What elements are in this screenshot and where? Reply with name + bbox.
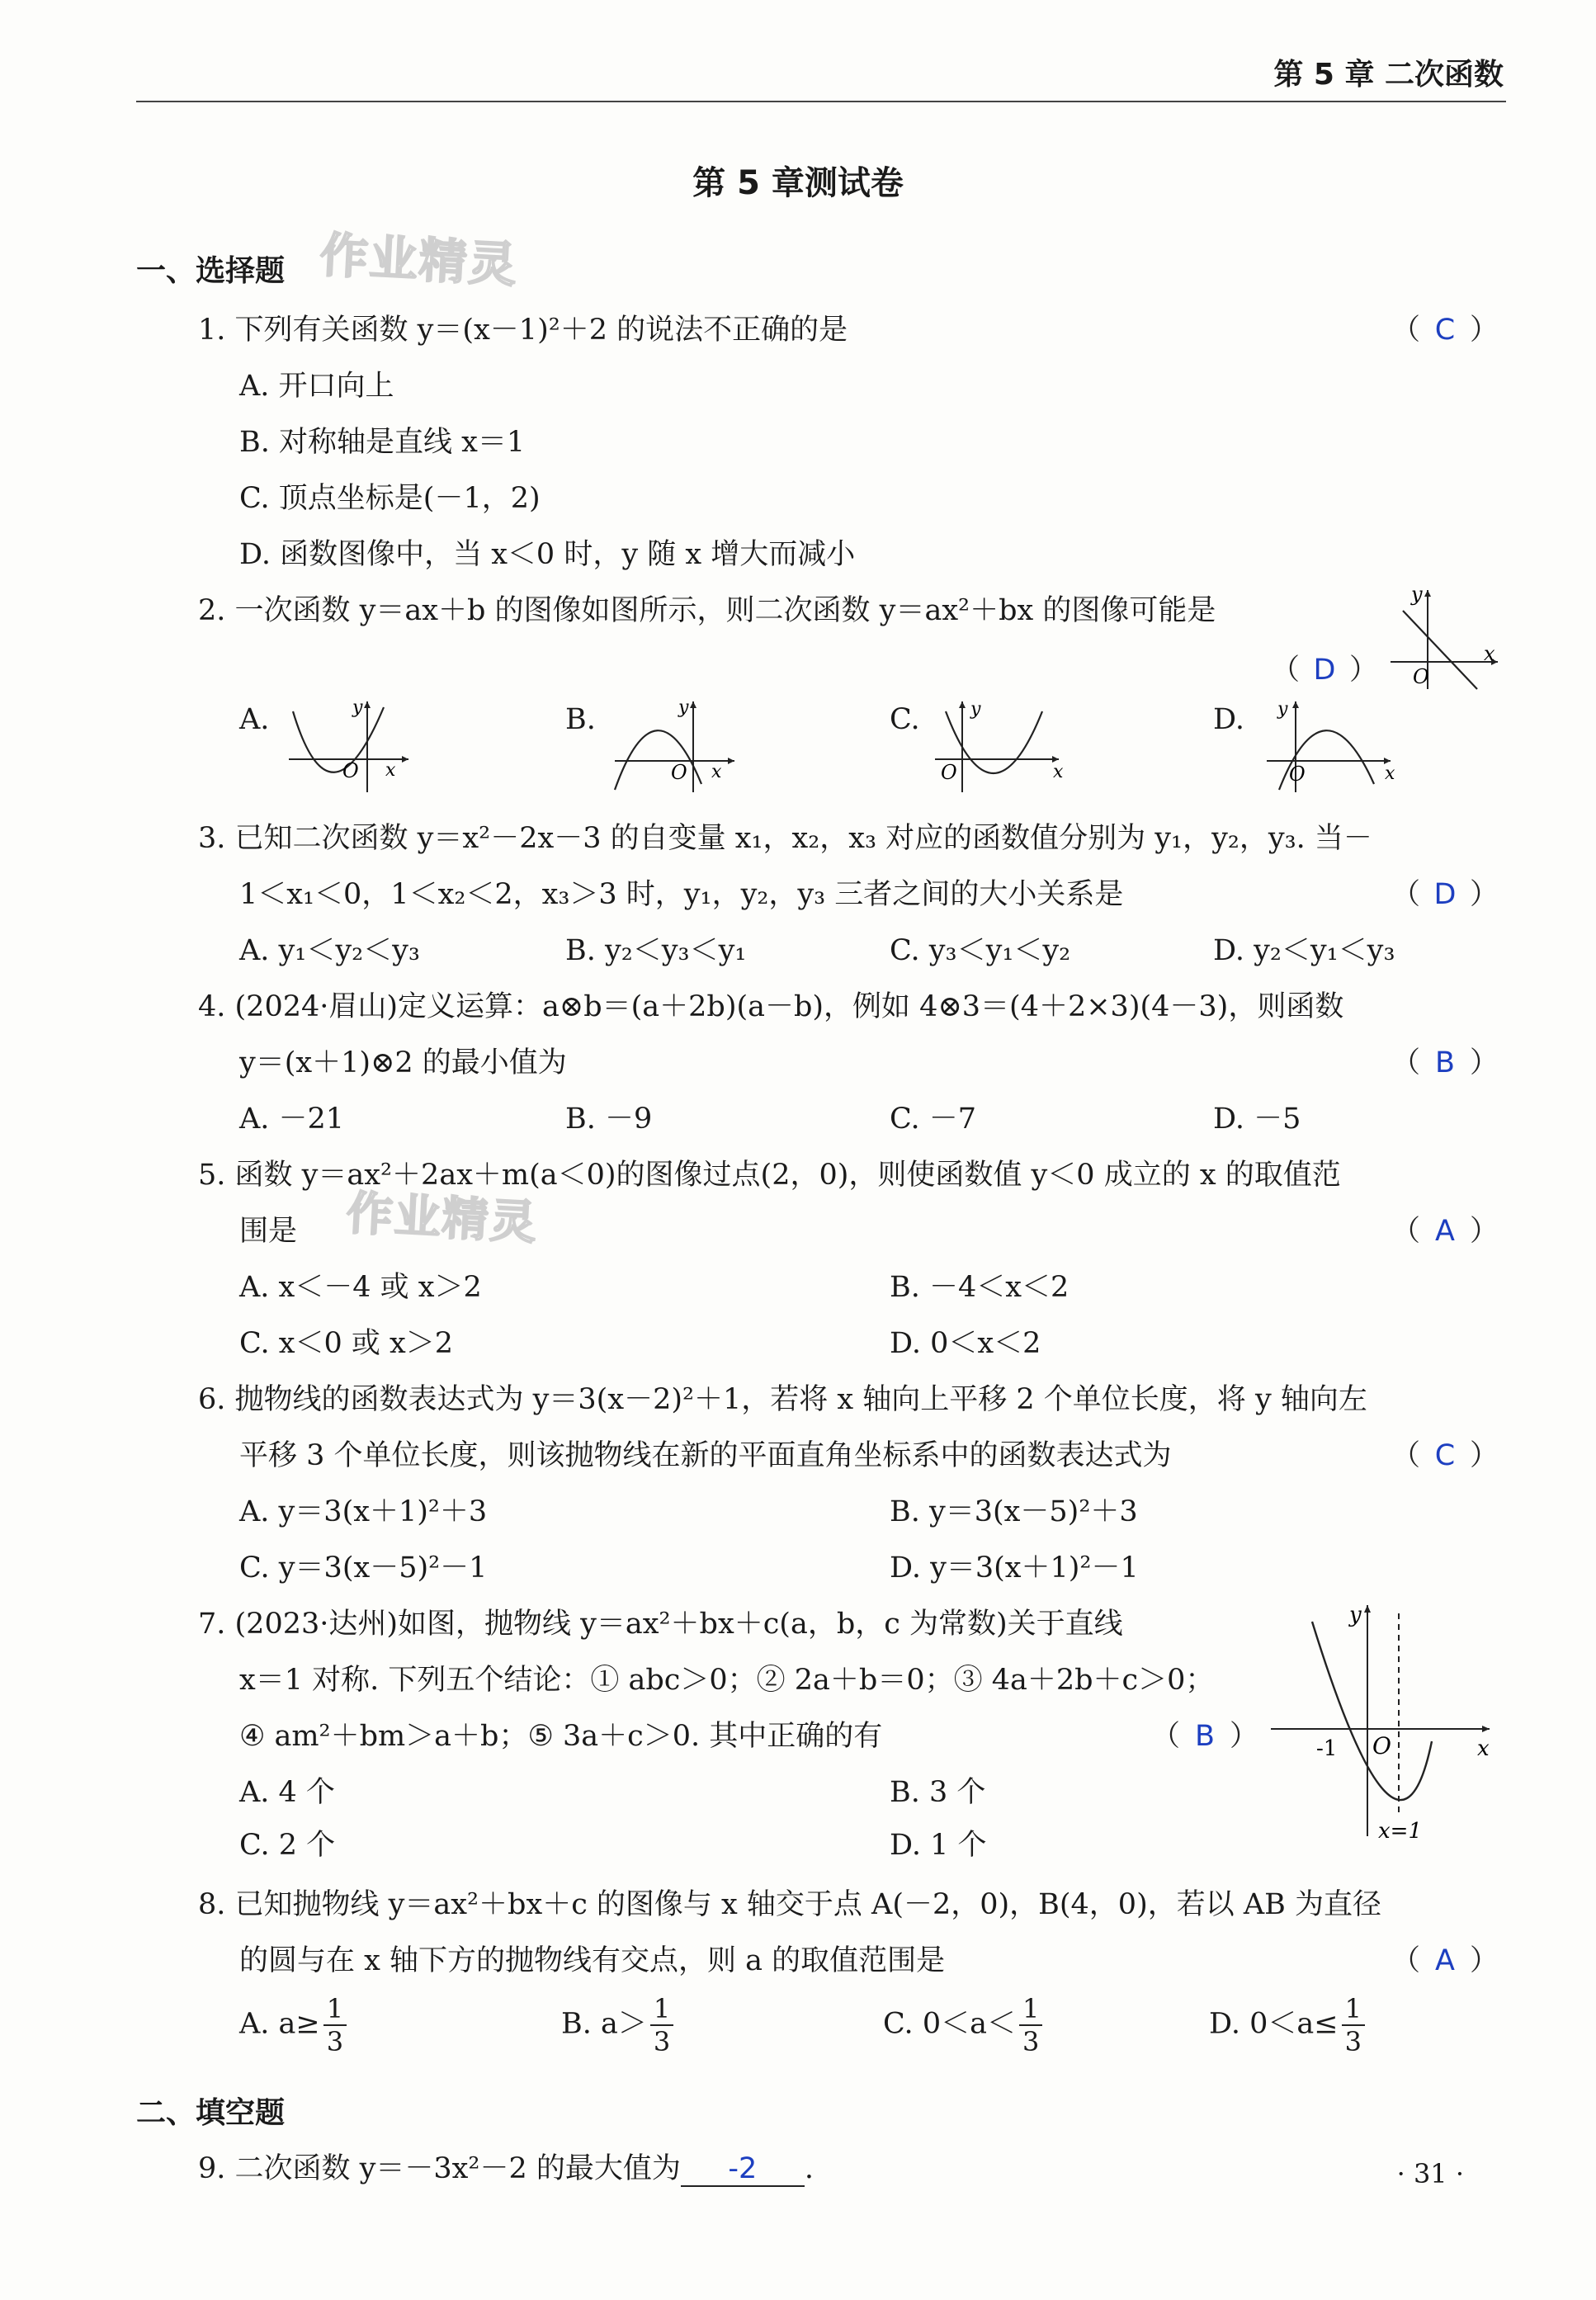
q2c-x: x [1053,762,1064,782]
q8-line1: 8. 已知抛物线 y＝ax²＋bx＋c 的图像与 x 轴交于点 A(－2，0)，B(4，0)，若以 AB 为直径 [198,1888,1381,1921]
q2-stem: 2. 一次函数 y＝ax＋b 的图像如图所示，则二次函数 y＝ax²＋bx 的图像可能是 [198,594,1216,627]
q9-row [198,2146,814,2187]
chapter-header: 第 5 章 二次函数 [1273,58,1504,92]
q3-answer: （ D ） [1391,878,1499,911]
q2b-o: O [671,761,687,784]
q8-option-a: A. a≥ $\frac{1}{3}$ [239,1993,347,2057]
q4-answer: （ B ） [1391,1046,1499,1079]
q2d-o: O [1289,763,1306,786]
q2c-o: O [941,761,957,784]
q4-option-d: D. －5 [1213,1103,1301,1136]
q2-fig-y: y [1411,586,1423,606]
q2-option-a: A. [239,703,270,736]
q2-answer: （ D ） [1271,654,1379,687]
q2-option-d: D. [1213,703,1244,736]
q9-stem: 9. 二次函数 y＝－3x²－2 的最大值为 [198,2152,681,2185]
q2a-x: x [385,760,396,781]
q4-option-c: C. －7 [890,1103,977,1136]
q1-stem: 1. 下列有关函数 y＝(x－1)²＋2 的说法不正确的是 [198,314,848,347]
q6-option-c: C. y＝3(x－5)²－1 [239,1551,488,1584]
q2-line-figure [1386,586,1502,693]
q2b-x: x [711,762,722,782]
q3-line1: 3. 已知二次函数 y＝x²－2x－3 的自变量 x₁，x₂，x₃ 对应的函数值分别为 y₁，y₂，y₃. 当－ [198,822,1372,855]
q2-option-b: B. [565,703,596,736]
q2b-y: y [678,697,689,718]
q7-option-d: D. 1 个 [890,1829,987,1862]
q2d-x: x [1385,763,1395,784]
q7-line2: x＝1 对称. 下列五个结论：① abc＞0；② 2a＋b＝0；③ 4a＋2b＋c＞0； [239,1664,1215,1697]
q6-option-a: A. y＝3(x＋1)²＋3 [239,1495,488,1528]
page-number: · 31 · [1396,2158,1464,2189]
q2-fig-o: O [1413,665,1429,688]
q1-option-c: C. 顶点坐标是(－1，2) [239,482,541,515]
q7-parabola-figure [1267,1597,1498,1844]
q6-answer: （ C ） [1391,1439,1499,1472]
q5-line2: 围是 [239,1215,298,1248]
q7-option-b: B. 3 个 [890,1776,986,1809]
q4-option-b: B. －9 [565,1103,653,1136]
q3-option-d: D. y₂＜y₁＜y₃ [1213,934,1395,967]
q7-fig-y: y [1349,1603,1362,1627]
q2d-y: y [1277,699,1288,720]
q3-line2: 1＜x₁＜0，1＜x₂＜2，x₃＞3 时，y₁，y₂，y₃ 三者之间的大小关系是 [239,878,1124,911]
q7-option-a: A. 4 个 [239,1776,335,1809]
header-rule [136,101,1506,102]
page-title: 第 5 章测试卷 [692,164,904,202]
q7-fig-minus1: -1 [1316,1736,1338,1761]
q5-line1: 5. 函数 y＝ax²＋2ax＋m(a＜0)的图像过点(2，0)，则使函数值 y＜0 成立的 x 的取值范 [198,1159,1341,1192]
q3-option-a: A. y₁＜y₂＜y₃ [239,934,420,967]
q2a-o: O [342,759,359,782]
q5-option-a: A. x＜－4 或 x＞2 [239,1271,482,1304]
q2-graph-b [611,695,743,794]
q2-graph-d [1263,695,1403,794]
q5-option-b: B. －4＜x＜2 [890,1271,1070,1304]
q2-graph-a [285,695,417,794]
q1-option-a: A. 开口向上 [239,370,394,403]
section-fill: 二、填空题 [136,2096,286,2130]
q9-end: . [804,2152,814,2185]
q8-line2: 的圆与在 x 轴下方的抛物线有交点，则 a 的取值范围是 [239,1944,946,1977]
watermark: 作业精灵 [319,226,520,294]
q8-option-d: D. 0＜a≤ $\frac{1}{3}$ [1209,1993,1365,2057]
q4-option-a: A. －21 [239,1103,345,1136]
q4-line2: y＝(x＋1)⊗2 的最小值为 [239,1046,567,1079]
q5-option-c: C. x＜0 或 x＞2 [239,1327,454,1360]
q7-line1: 7. (2023·达州)如图，抛物线 y＝ax²＋bx＋c(a，b，c 为常数)关于直线 [198,1608,1123,1641]
q2a-y: y [352,697,363,718]
q2-option-c: C. [890,703,920,736]
q5-answer: （ A ） [1391,1215,1499,1248]
q2-fig-x: x [1484,642,1495,665]
q8-answer: （ A ） [1391,1944,1499,1977]
q6-line1: 6. 抛物线的函数表达式为 y＝3(x－2)²＋1，若将 x 轴向上平移 2 个单位长度，将 y 轴向左 [198,1383,1367,1416]
q2-graph-c [931,695,1071,794]
q6-option-b: B. y＝3(x－5)²＋3 [890,1495,1138,1528]
q7-option-c: C. 2 个 [239,1829,336,1862]
q7-answer: （ B ） [1151,1720,1259,1753]
q7-fig-x: x [1477,1736,1490,1761]
q3-option-b: B. y₂＜y₃＜y₁ [565,934,747,967]
q3-option-c: C. y₃＜y₁＜y₂ [890,934,1071,967]
q7-fig-o: O [1372,1732,1391,1759]
q8-option-b: B. a＞ $\frac{1}{3}$ [561,1993,673,2057]
q8-option-c: C. 0＜a＜ $\frac{1}{3}$ [883,1993,1042,2057]
q1-option-b: B. 对称轴是直线 x＝1 [239,426,526,459]
q5-option-d: D. 0＜x＜2 [890,1327,1041,1360]
q9-answer-blank: -2 [681,2152,805,2187]
q6-option-d: D. y＝3(x＋1)²－1 [890,1551,1139,1584]
q2c-y: y [970,699,981,720]
watermark-2: 作业精灵 [345,1186,540,1251]
q1-option-d: D. 函数图像中，当 x＜0 时，y 随 x 增大而减小 [239,538,856,571]
q7-line3: ④ am²＋bm＞a＋b；⑤ 3a＋c＞0. 其中正确的有 [239,1720,883,1753]
q4-line1: 4. (2024·眉山)定义运算：a⊗b＝(a＋2b)(a－b)，例如 4⊗3＝(4＋2×3)(4－3)，则函数 [198,990,1344,1023]
q1-answer: （ C ） [1391,314,1499,347]
q7-fig-axis: x=1 [1378,1819,1422,1844]
q6-line2: 平移 3 个单位长度，则该抛物线在新的平面直角坐标系中的函数表达式为 [239,1439,1172,1472]
section-choice: 一、选择题 [136,254,286,288]
